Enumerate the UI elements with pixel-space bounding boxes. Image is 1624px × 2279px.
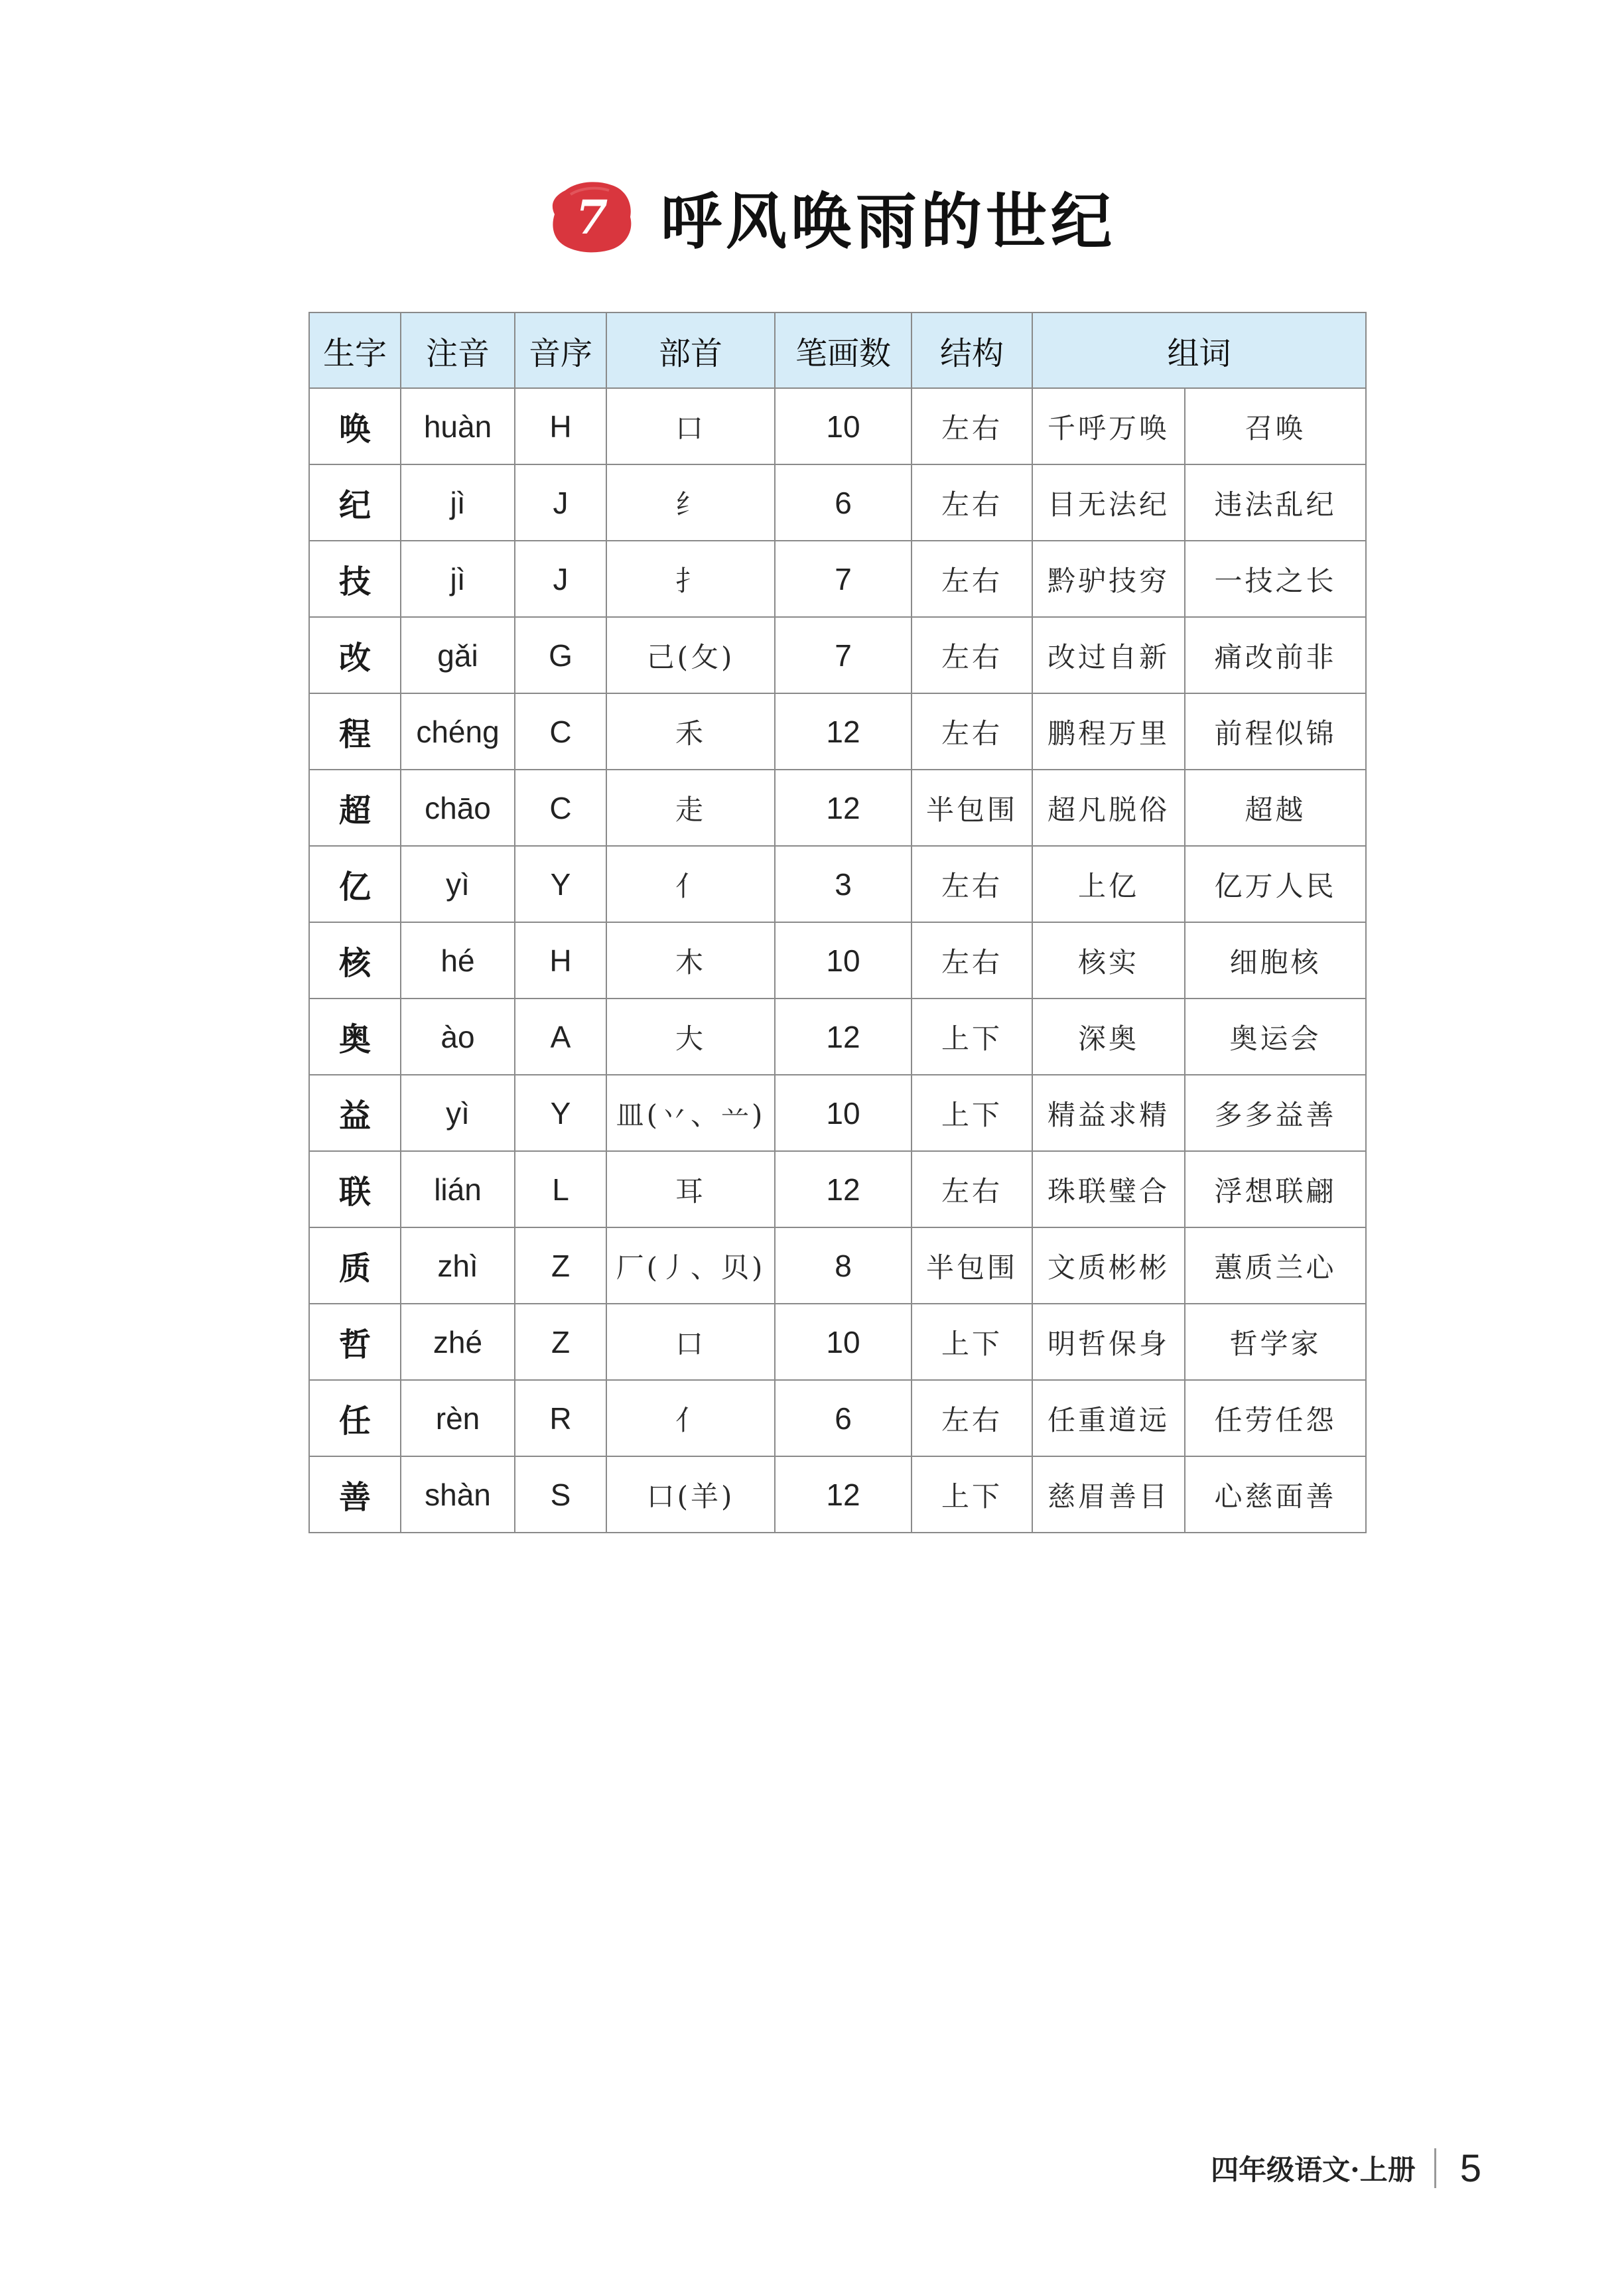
cell-strokes: 6 [775,464,912,541]
cell-radical: 亻 [606,1380,775,1456]
cell-char: 亿 [309,846,401,922]
cell-radical: 口 [606,388,775,464]
header-pinyin: 注音 [401,312,515,388]
cell-word-1: 核实 [1032,922,1185,999]
cell-radical: 口 [606,1304,775,1380]
table-row [309,846,1366,922]
cell-word-1: 任重道远 [1032,1380,1185,1456]
cell-pinyin: hé [401,922,515,999]
cell-radical: 耳 [606,1151,775,1227]
table-row [309,1151,1366,1227]
cell-strokes: 10 [775,388,912,464]
cell-strokes: 10 [775,922,912,999]
table-header-row [309,312,1366,388]
table-row [309,770,1366,846]
cell-radical: 大 [606,999,775,1075]
cell-pinyin: yì [401,1075,515,1151]
cell-char: 善 [309,1456,401,1533]
cell-char: 哲 [309,1304,401,1380]
cell-order: J [515,541,606,617]
cell-word-1: 超凡脱俗 [1032,770,1185,846]
cell-order: C [515,693,606,770]
character-table [308,312,1367,1533]
cell-word-2: 哲学家 [1185,1304,1366,1380]
book-title: 四年级语文·上册 [1211,2154,1416,2186]
cell-word-1: 改过自新 [1032,617,1185,693]
cell-structure: 上下 [912,1456,1032,1533]
cell-word-2: 奥运会 [1185,999,1366,1075]
cell-pinyin: gǎi [401,617,515,693]
cell-word-2: 前程似锦 [1185,693,1366,770]
lesson-number: 7 [575,189,608,245]
cell-strokes: 10 [775,1075,912,1151]
cell-word-2: 超越 [1185,770,1366,846]
cell-word-1: 千呼万唤 [1032,388,1185,464]
cell-pinyin: huàn [401,388,515,464]
table-row [309,693,1366,770]
footer-divider [1434,2148,1436,2188]
lesson-title: 呼风唤雨的世纪 [661,186,1116,257]
table-row [309,617,1366,693]
cell-pinyin: chāo [401,770,515,846]
cell-radical: 口(羊) [606,1456,775,1533]
cell-radical: 厂(丿、贝) [606,1227,775,1304]
cell-strokes: 12 [775,999,912,1075]
cell-order: A [515,999,606,1075]
header-radical: 部首 [606,312,775,388]
cell-structure: 左右 [912,541,1032,617]
header-order: 音序 [515,312,606,388]
cell-pinyin: lián [401,1151,515,1227]
cell-order: H [515,388,606,464]
cell-radical: 皿(丷、䒑) [606,1075,775,1151]
cell-pinyin: jì [401,541,515,617]
cell-word-1: 慈眉善目 [1032,1456,1185,1533]
cell-order: C [515,770,606,846]
cell-structure: 左右 [912,464,1032,541]
cell-word-1: 目无法纪 [1032,464,1185,541]
cell-structure: 左右 [912,1380,1032,1456]
cell-order: Y [515,1075,606,1151]
cell-order: S [515,1456,606,1533]
header-words: 组词 [1032,312,1366,388]
cell-order: G [515,617,606,693]
cell-radical: 木 [606,922,775,999]
cell-strokes: 12 [775,693,912,770]
cell-word-2: 痛改前非 [1185,617,1366,693]
cell-char: 技 [309,541,401,617]
cell-structure: 左右 [912,617,1032,693]
cell-pinyin: zhé [401,1304,515,1380]
header-char: 生字 [309,312,401,388]
cell-structure: 左右 [912,693,1032,770]
cell-strokes: 3 [775,846,912,922]
cell-pinyin: ào [401,999,515,1075]
page-number: 5 [1459,2146,1481,2190]
cell-order: Y [515,846,606,922]
cell-radical: 纟 [606,464,775,541]
cell-radical: 扌 [606,541,775,617]
table-row [309,1304,1366,1380]
cell-word-2: 任劳任怨 [1185,1380,1366,1456]
cell-strokes: 12 [775,770,912,846]
cell-pinyin: yì [401,846,515,922]
cell-strokes: 10 [775,1304,912,1380]
table-row [309,1075,1366,1151]
cell-strokes: 7 [775,541,912,617]
cell-word-1: 精益求精 [1032,1075,1185,1151]
lesson-header [551,174,1116,260]
cell-char: 任 [309,1380,401,1456]
cell-word-2: 细胞核 [1185,922,1366,999]
cell-structure: 半包围 [912,1227,1032,1304]
cell-char: 超 [309,770,401,846]
header-structure: 结构 [912,312,1032,388]
cell-word-2: 心慈面善 [1185,1456,1366,1533]
cell-structure: 左右 [912,846,1032,922]
cell-word-2: 一技之长 [1185,541,1366,617]
cell-structure: 上下 [912,1304,1032,1380]
cell-order: Z [515,1304,606,1380]
cell-char: 唤 [309,388,401,464]
cell-word-1: 文质彬彬 [1032,1227,1185,1304]
cell-word-1: 鹏程万里 [1032,693,1185,770]
cell-char: 纪 [309,464,401,541]
cell-word-2: 多多益善 [1185,1075,1366,1151]
cell-order: Z [515,1227,606,1304]
cell-word-2: 浮想联翩 [1185,1151,1366,1227]
cell-pinyin: zhì [401,1227,515,1304]
cell-word-1: 明哲保身 [1032,1304,1185,1380]
cell-pinyin: chéng [401,693,515,770]
cell-strokes: 6 [775,1380,912,1456]
cell-strokes: 12 [775,1456,912,1533]
table-row [309,1227,1366,1304]
cell-radical: 亻 [606,846,775,922]
table-row [309,1380,1366,1456]
cell-structure: 左右 [912,1151,1032,1227]
page-footer [1211,2142,1481,2195]
cell-radical: 禾 [606,693,775,770]
cell-word-2: 召唤 [1185,388,1366,464]
cell-order: H [515,922,606,999]
cell-char: 奥 [309,999,401,1075]
cell-radical: 己(攵) [606,617,775,693]
cell-structure: 左右 [912,388,1032,464]
cell-strokes: 8 [775,1227,912,1304]
cell-char: 核 [309,922,401,999]
cell-structure: 上下 [912,1075,1032,1151]
cell-structure: 半包围 [912,770,1032,846]
cell-word-2: 蕙质兰心 [1185,1227,1366,1304]
table-row [309,999,1366,1075]
table-row [309,464,1366,541]
header-strokes: 笔画数 [775,312,912,388]
cell-pinyin: jì [401,464,515,541]
table-body [309,388,1366,1533]
cell-strokes: 12 [775,1151,912,1227]
table-row [309,922,1366,999]
lesson-number-badge [551,180,633,254]
cell-word-2: 亿万人民 [1185,846,1366,922]
cell-radical: 走 [606,770,775,846]
cell-char: 联 [309,1151,401,1227]
table-row [309,541,1366,617]
cell-pinyin: shàn [401,1456,515,1533]
cell-char: 益 [309,1075,401,1151]
table-row [309,388,1366,464]
cell-order: L [515,1151,606,1227]
cell-word-2: 违法乱纪 [1185,464,1366,541]
cell-structure: 左右 [912,922,1032,999]
cell-pinyin: rèn [401,1380,515,1456]
cell-word-1: 上亿 [1032,846,1185,922]
cell-char: 改 [309,617,401,693]
cell-word-1: 珠联璧合 [1032,1151,1185,1227]
cell-char: 程 [309,693,401,770]
cell-order: R [515,1380,606,1456]
cell-structure: 上下 [912,999,1032,1075]
cell-word-1: 深奥 [1032,999,1185,1075]
cell-word-1: 黔驴技穷 [1032,541,1185,617]
cell-char: 质 [309,1227,401,1304]
cell-strokes: 7 [775,617,912,693]
cell-order: J [515,464,606,541]
table-row [309,1456,1366,1533]
